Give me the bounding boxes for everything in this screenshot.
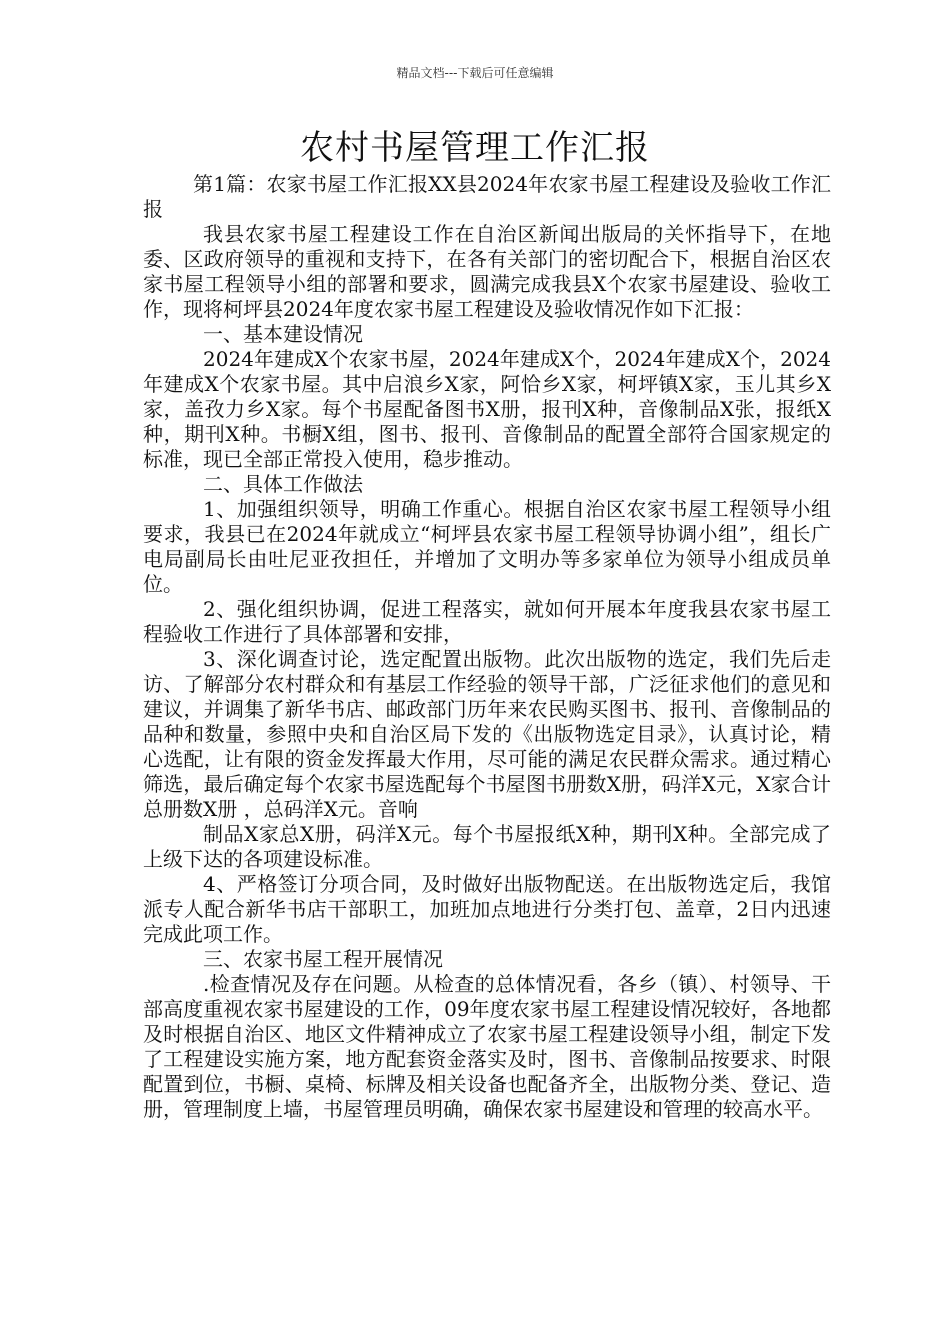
section-heading: 二、具体工作做法 bbox=[203, 472, 363, 496]
paragraph: .检查情况及存在问题。从检查的总体情况看，各乡（镇）、村领导、干部高度重视农家书屋建设的工作，09年度农家书屋工程建设情况较好，各地都及时根据自治区、地区文件精神成立了农家书屋工程建设领导小组，制定下发了工程建设实施方案，地方配套资金落实及时，图书、音像制品按要求、时限配置到位，书橱、桌椅、标牌及相关设备也配备齐全，出版物分类、登记、造册，管理制度上墙，书屋管理员明确，确保农家书屋建设和管理的较高水平。 bbox=[143, 972, 831, 1121]
paragraph: 2024年建成X个农家书屋，2024年建成X个，2024年建成X个，2024年建成X个农家书屋。其中启浪乡X家，阿恰乡X家，柯坪镇X家，玉儿其乡X家，盖孜力乡X家。每个书屋配备图书X册，报刊X种，音像制品X张，报纸X种，期刊X种。书橱X组，图书、报刊、音像制品的配置全部符合国家规定的标准，现已全部正常投入使用，稳步推动。 bbox=[143, 347, 831, 471]
section-heading: 一、基本建设情况 bbox=[203, 322, 363, 346]
paragraph: 1、加强组织领导，明确工作重心。根据自治区农家书屋工程领导小组要求，我县已在2024年就成立“柯坪县农家书屋工程领导协调小组”，组长广电局副局长由吐尼亚孜担任，并增加了文明办等多家单位为领导小组成员单位。 bbox=[143, 497, 831, 596]
section-heading: 三、农家书屋工程开展情况 bbox=[203, 947, 443, 971]
document-title: 农村书屋管理工作汇报 bbox=[300, 128, 650, 168]
paragraph: 制品X家总X册，码洋X元。每个书屋报纸X种，期刊X种。全部完成了上级下达的各项建设标准。 bbox=[143, 822, 831, 871]
paragraph: 3、深化调查讨论，选定配置出版物。此次出版物的选定，我们先后走访、了解部分农村群众和有基层工作经验的领导干部，广泛征求他们的意见和建议，并调集了新华书店、邮政部门历年来农民购买图书、报刊、音像制品的品种和数量，参照中央和自治区局下发的《出版物选定目录》，认真讨论，精心选配，让有限的资金发挥最大作用，尽可能的满足农民群众需求。通过精心筛选，最后确定每个农家书屋选配每个书屋图书册数X册，码洋X元，X家合计总册数X册 ，总码洋X元。音响 bbox=[143, 647, 831, 821]
document-body bbox=[143, 172, 831, 1122]
paragraph: 4、严格签订分项合同，及时做好出版物配送。在出版物选定后，我馆派专人配合新华书店干部职工，加班加点地进行分类打包、盖章，2日内迅速完成此项工作。 bbox=[143, 872, 831, 946]
section-intro: 第1篇：农家书屋工作汇报XX县2024年农家书屋工程建设及验收工作汇报 bbox=[143, 172, 831, 221]
paragraph: 我县农家书屋工程建设工作在自治区新闻出版局的关怀指导下，在地委、区政府领导的重视和支持下，在各有关部门的密切配合下，根据自治区农家书屋工程领导小组的部署和要求，圆满完成我县X个农家书屋建设、验收工作，现将柯坪县2024年度农家书屋工程建设及验收情况作如下汇报： bbox=[143, 222, 831, 321]
header-note: 精品文档---下载后可任意编辑 bbox=[396, 66, 554, 80]
paragraph: 2、强化组织协调，促进工程落实，就如何开展本年度我县农家书屋工程验收工作进行了具体部署和安排， bbox=[143, 597, 831, 646]
